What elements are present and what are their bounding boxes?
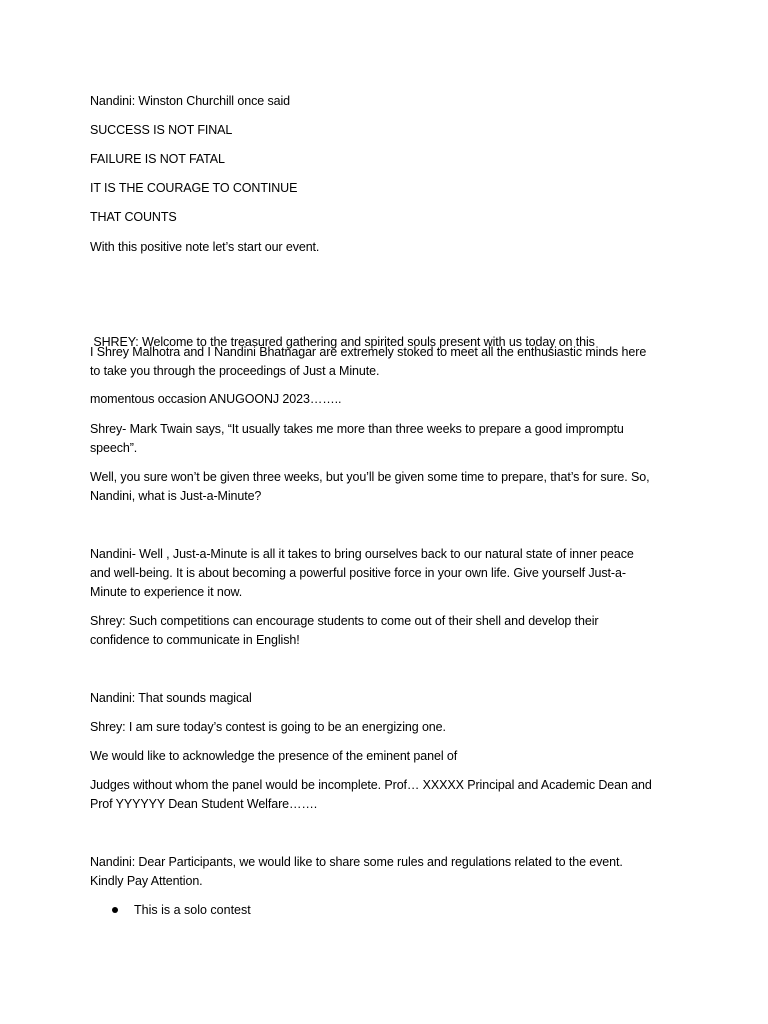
text-line: Kindly Pay Attention. xyxy=(90,874,203,888)
paragraph xyxy=(90,776,690,814)
text-line: SHREY: Welcome to the treasured gathering and spirited souls present with us today on this xyxy=(90,335,595,349)
text-line: Nandini: Winston Churchill once said xyxy=(90,94,290,108)
paragraph xyxy=(90,545,690,602)
text-line: confidence to communicate in English! xyxy=(90,633,300,647)
text-line: With this positive note let’s start our event. xyxy=(90,240,320,254)
text-line: SUCCESS IS NOT FINAL xyxy=(90,123,233,137)
paragraph xyxy=(90,468,690,506)
paragraph xyxy=(90,92,690,111)
text-line: and well-being. It is about becoming a powerful positive force in your own life. Give yourself Just-a- xyxy=(90,566,626,580)
text-line: I Shrey Malhotra and I Nandini Bhatnagar are extremely stoked to meet all the enthusiastic minds here xyxy=(90,345,647,359)
bullet-list-item xyxy=(112,901,251,920)
text-line: Nandini: Dear Participants, we would like to share some rules and regulations related to the event. xyxy=(90,855,623,869)
paragraph xyxy=(90,121,690,140)
paragraph xyxy=(90,747,690,766)
text-line: to take you through the proceedings of Just a Minute. xyxy=(90,364,380,378)
text-line: Judges without whom the panel would be incomplete. Prof… XXXXX Principal and Academic Dean and xyxy=(90,778,652,792)
text-line: Shrey: I am sure today’s contest is going to be an energizing one. xyxy=(90,720,446,734)
paragraph xyxy=(90,612,690,650)
paragraph xyxy=(90,179,690,198)
text-line: Nandini, what is Just-a-Minute? xyxy=(90,489,262,503)
text-line: speech”. xyxy=(90,441,138,455)
paragraph xyxy=(90,238,690,257)
bullet-text: This is a solo contest xyxy=(134,903,251,917)
text-line: Nandini: That sounds magical xyxy=(90,691,252,705)
text-line: momentous occasion ANUGOONJ 2023…….. xyxy=(90,392,342,406)
text-line: Shrey- Mark Twain says, “It usually takes me more than three weeks to prepare a good impromptu xyxy=(90,422,624,436)
paragraph xyxy=(90,150,690,169)
paragraph xyxy=(90,718,690,737)
text-line: FAILURE IS NOT FATAL xyxy=(90,152,225,166)
text-line: Minute to experience it now. xyxy=(90,585,243,599)
text-line: Well, you sure won’t be given three weeks, but you’ll be given some time to prepare, that’s for sure. So, xyxy=(90,470,650,484)
text-line: IT IS THE COURAGE TO CONTINUE xyxy=(90,181,298,195)
text-line: We would like to acknowledge the presence of the eminent panel of xyxy=(90,749,458,763)
paragraph xyxy=(90,420,690,458)
paragraph xyxy=(90,343,690,381)
text-line: Prof YYYYYY Dean Student Welfare……. xyxy=(90,797,318,811)
text-line: Shrey: Such competitions can encourage students to come out of their shell and develop their xyxy=(90,614,599,628)
text-line: Nandini- Well , Just-a-Minute is all it takes to bring ourselves back to our natural state of inner peace xyxy=(90,547,634,561)
bullet-icon xyxy=(112,907,118,913)
text-line: THAT COUNTS xyxy=(90,210,177,224)
paragraph xyxy=(90,208,690,227)
paragraph xyxy=(90,853,690,891)
paragraph xyxy=(90,689,690,708)
